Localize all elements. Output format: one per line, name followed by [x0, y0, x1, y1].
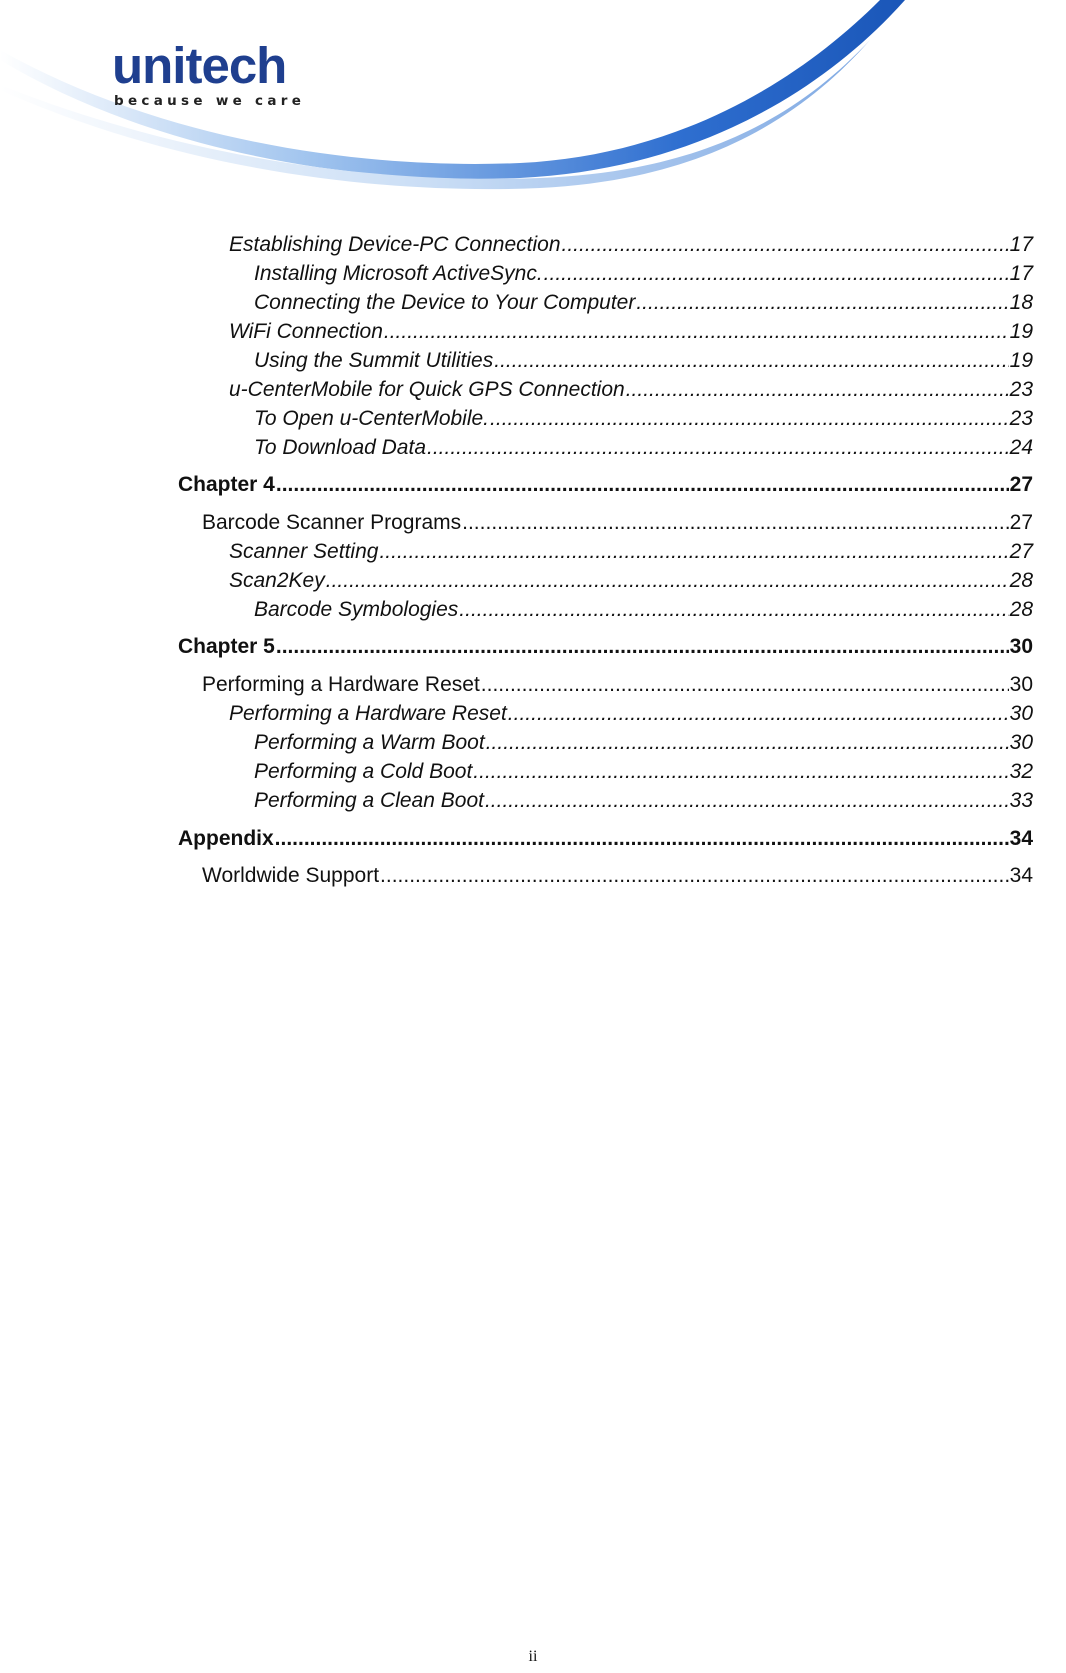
toc-entry-page: 24	[1009, 436, 1033, 459]
toc-entry[interactable]	[254, 291, 1033, 315]
toc-entry-title: Establishing Device-PC Connection	[229, 233, 561, 256]
toc-entry-title: Barcode Symbologies	[254, 598, 459, 621]
toc-entry-page: 30	[1009, 635, 1033, 658]
toc-entry[interactable]	[229, 233, 1033, 257]
toc-entry[interactable]	[254, 349, 1033, 373]
toc-dot-leader	[544, 262, 1009, 286]
page-number: ii	[528, 1648, 538, 1665]
toc-entry-page: 28	[1009, 569, 1033, 592]
toc-dot-leader	[427, 436, 1009, 460]
toc-dot-leader	[636, 291, 1008, 315]
toc-entry[interactable]	[178, 635, 1033, 659]
toc-entry-page: 27	[1009, 473, 1033, 496]
toc-entry[interactable]	[254, 731, 1033, 755]
toc-dot-leader	[462, 511, 1009, 535]
toc-dot-leader	[562, 233, 1009, 257]
toc-entry[interactable]	[202, 673, 1033, 697]
toc-entry-title: To Open u-CenterMobile.	[254, 407, 490, 430]
toc-entry[interactable]	[254, 407, 1033, 431]
toc-entry[interactable]	[254, 436, 1033, 460]
toc-entry-title: Performing a Hardware Reset	[229, 702, 507, 725]
toc-dot-leader	[494, 349, 1008, 373]
toc-entry[interactable]	[202, 864, 1033, 888]
toc-dot-leader	[276, 635, 1009, 659]
toc-dot-leader	[275, 827, 1009, 851]
toc-entry-page: 17	[1009, 233, 1033, 256]
toc-entry[interactable]	[229, 540, 1033, 564]
toc-entry-title: Performing a Warm Boot	[254, 731, 485, 754]
toc-entry-title: Connecting the Device to Your Computer	[254, 291, 636, 314]
toc-entry-page: 33	[1009, 789, 1033, 812]
toc-entry-page: 32	[1009, 760, 1033, 783]
toc-entry-page: 30	[1009, 702, 1033, 725]
toc-entry-page: 17	[1009, 262, 1033, 285]
toc-entry-title: Worldwide Support	[202, 864, 380, 887]
toc-entry[interactable]	[202, 511, 1033, 535]
toc-dot-leader	[508, 702, 1009, 726]
toc-dot-leader	[276, 473, 1009, 497]
toc-dot-leader	[626, 378, 1009, 402]
toc-entry-title: To Download Data	[254, 436, 426, 459]
toc-entry-title: Scan2Key	[229, 569, 325, 592]
toc-entry[interactable]	[254, 760, 1033, 784]
toc-dot-leader	[326, 569, 1009, 593]
toc-entry-page: 23	[1009, 378, 1033, 401]
toc-dot-leader	[380, 864, 1009, 888]
toc-entry-page: 18	[1009, 291, 1033, 314]
toc-entry[interactable]	[229, 702, 1033, 726]
toc-dot-leader	[481, 673, 1009, 697]
toc-entry-title: Barcode Scanner Programs	[202, 511, 462, 534]
toc-entry[interactable]	[254, 789, 1033, 813]
toc-entry[interactable]	[178, 473, 1033, 497]
toc-entry-page: 27	[1009, 540, 1033, 563]
toc-entry-page: 34	[1009, 864, 1033, 887]
toc-entry[interactable]	[229, 569, 1033, 593]
toc-dot-leader	[459, 598, 1008, 622]
toc-dot-leader	[485, 789, 1009, 813]
toc-entry-title: WiFi Connection	[229, 320, 383, 343]
toc-entry-title: u-CenterMobile for Quick GPS Connection	[229, 378, 625, 401]
toc-entry[interactable]	[254, 598, 1033, 622]
toc-entry[interactable]	[178, 827, 1033, 851]
toc-entry[interactable]	[229, 320, 1033, 344]
toc-entry-page: 34	[1009, 827, 1033, 850]
toc-entry-title: Chapter 4	[178, 473, 275, 496]
toc-dot-leader	[473, 760, 1008, 784]
toc-entry-title: Performing a Hardware Reset	[202, 673, 480, 696]
toc-entry-title: Performing a Cold Boot	[254, 760, 473, 783]
toc-entry-page: 28	[1009, 598, 1033, 621]
toc-dot-leader	[379, 540, 1008, 564]
toc-entry-title: Installing Microsoft ActiveSync.	[254, 262, 543, 285]
toc-entry-page: 30	[1009, 673, 1033, 696]
toc-entry-title: Appendix	[178, 827, 274, 850]
toc-dot-leader	[384, 320, 1009, 344]
toc-entry-page: 27	[1009, 511, 1033, 534]
toc-entry[interactable]	[254, 262, 1033, 286]
toc-dot-leader	[486, 731, 1009, 755]
toc-entry-title: Chapter 5	[178, 635, 275, 658]
toc-entry-page: 30	[1009, 731, 1033, 754]
toc-entry[interactable]	[229, 378, 1033, 402]
toc-entry-page: 19	[1009, 349, 1033, 372]
logo-wordmark: unitech	[112, 37, 287, 94]
toc-entry-title: Scanner Setting	[229, 540, 379, 563]
toc-entry-page: 23	[1009, 407, 1033, 430]
toc-entry-page: 19	[1009, 320, 1033, 343]
toc-entry-title: Performing a Clean Boot	[254, 789, 484, 812]
unitech-logo	[112, 37, 306, 109]
toc-dot-leader	[490, 407, 1009, 431]
toc-entry-title: Using the Summit Utilities	[254, 349, 494, 372]
logo-tagline: because we care	[114, 93, 306, 109]
